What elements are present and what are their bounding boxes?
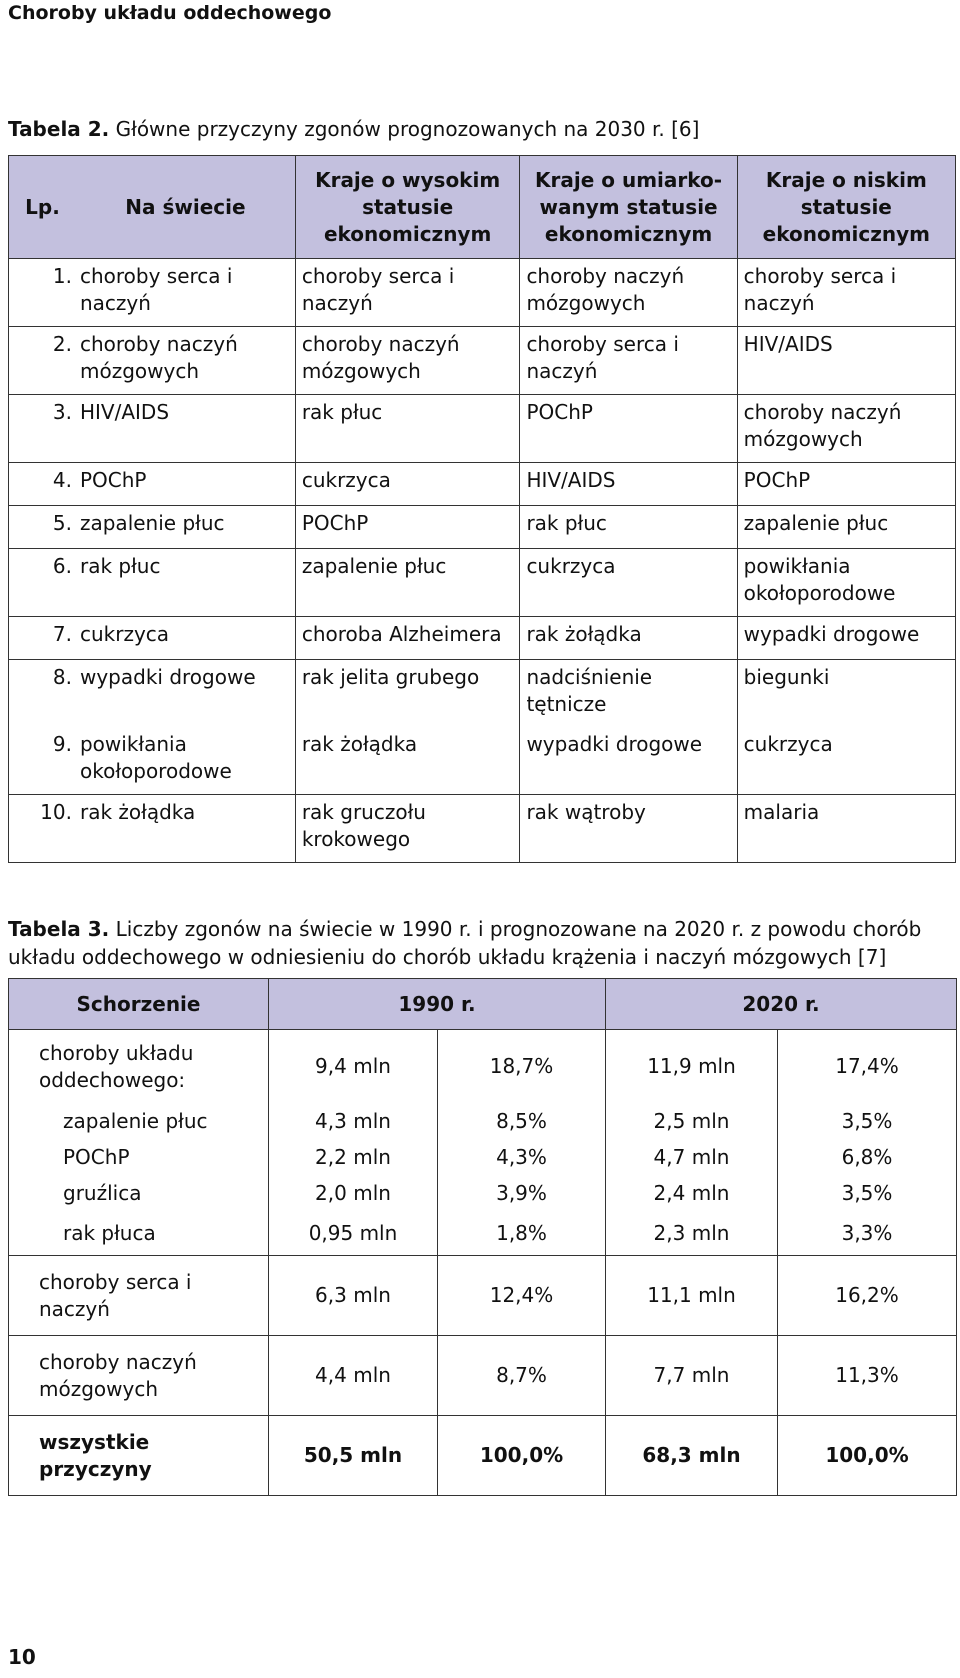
row-mid: wypadki drogowe bbox=[520, 727, 737, 795]
row-low: powikłania okołoporodowe bbox=[737, 549, 955, 617]
table3-caption bbox=[8, 915, 956, 971]
page-number: 10 bbox=[8, 1645, 36, 1669]
row-disease: choroby naczyń mózgowych bbox=[9, 1336, 269, 1416]
row-low: malaria bbox=[737, 795, 955, 863]
row-lp: 8. bbox=[9, 660, 76, 728]
table3-header-row bbox=[9, 979, 957, 1030]
header-1990: 1990 r. bbox=[269, 979, 606, 1030]
page-header: Choroby układu oddechowego bbox=[8, 2, 332, 24]
table-row bbox=[9, 327, 956, 395]
table-row bbox=[9, 1212, 957, 1256]
row-2020-count: 11,9 mln bbox=[606, 1030, 778, 1104]
row-2020-percent: 3,5% bbox=[778, 1104, 957, 1140]
row-1990-percent: 18,7% bbox=[438, 1030, 606, 1104]
row-low: zapalenie płuc bbox=[737, 506, 955, 549]
row-world: POChP bbox=[76, 463, 295, 506]
table-row bbox=[9, 1104, 957, 1140]
table3-caption-label: Tabela 3. bbox=[8, 917, 110, 941]
row-disease: gruźlica bbox=[9, 1176, 269, 1212]
row-1990-percent: 100,0% bbox=[438, 1416, 606, 1496]
row-mid: HIV/AIDS bbox=[520, 463, 737, 506]
table-row bbox=[9, 259, 956, 327]
table-row bbox=[9, 1416, 957, 1496]
row-disease: rak płuca bbox=[9, 1212, 269, 1256]
causes-of-death-table bbox=[8, 155, 956, 863]
row-high: zapalenie płuc bbox=[295, 549, 520, 617]
row-low: wypadki drogowe bbox=[737, 617, 955, 660]
row-low: cukrzyca bbox=[737, 727, 955, 795]
header-mid-income: Kraje o umiarkowanym statusie ekonomicznym bbox=[520, 156, 737, 259]
row-disease: wszystkie przyczyny bbox=[9, 1416, 269, 1496]
row-2020-count: 4,7 mln bbox=[606, 1140, 778, 1176]
row-2020-percent: 3,3% bbox=[778, 1212, 957, 1256]
row-disease: choroby układu oddechowego: bbox=[9, 1030, 269, 1104]
row-1990-count: 4,4 mln bbox=[269, 1336, 438, 1416]
row-mid: rak płuc bbox=[520, 506, 737, 549]
row-2020-count: 68,3 mln bbox=[606, 1416, 778, 1496]
row-high: choroby serca i naczyń bbox=[295, 259, 520, 327]
table-row bbox=[9, 395, 956, 463]
row-lp: 5. bbox=[9, 506, 76, 549]
row-1990-percent: 4,3% bbox=[438, 1140, 606, 1176]
table-row bbox=[9, 795, 956, 863]
row-lp: 10. bbox=[9, 795, 76, 863]
row-disease: POChP bbox=[9, 1140, 269, 1176]
row-2020-percent: 100,0% bbox=[778, 1416, 957, 1496]
row-high: choroba Alzheimera bbox=[295, 617, 520, 660]
row-world: zapalenie płuc bbox=[76, 506, 295, 549]
row-low: HIV/AIDS bbox=[737, 327, 955, 395]
row-2020-count: 11,1 mln bbox=[606, 1256, 778, 1336]
row-world: wypadki drogowe bbox=[76, 660, 295, 728]
row-1990-count: 6,3 mln bbox=[269, 1256, 438, 1336]
table2-caption-label: Tabela 2. bbox=[8, 117, 110, 141]
row-disease: choroby serca i naczyń bbox=[9, 1256, 269, 1336]
row-world: cukrzyca bbox=[76, 617, 295, 660]
row-world: rak płuc bbox=[76, 549, 295, 617]
row-low: POChP bbox=[737, 463, 955, 506]
row-2020-percent: 3,5% bbox=[778, 1176, 957, 1212]
respiratory-deaths-table bbox=[8, 978, 957, 1496]
row-world: choroby serca i naczyń bbox=[76, 259, 295, 327]
row-high: cukrzyca bbox=[295, 463, 520, 506]
row-mid: choroby naczyń mózgowych bbox=[520, 259, 737, 327]
table-row bbox=[9, 506, 956, 549]
table2-header-row bbox=[9, 156, 956, 259]
header-2020: 2020 r. bbox=[606, 979, 957, 1030]
row-high: choroby naczyń mózgowych bbox=[295, 327, 520, 395]
row-disease: zapalenie płuc bbox=[9, 1104, 269, 1140]
table-row bbox=[9, 660, 956, 728]
table-row bbox=[9, 1176, 957, 1212]
row-1990-percent: 8,5% bbox=[438, 1104, 606, 1140]
row-mid: nadciśnienie tętnicze bbox=[520, 660, 737, 728]
table-row bbox=[9, 1256, 957, 1336]
header-disease: Schorzenie bbox=[9, 979, 269, 1030]
row-mid: rak wątroby bbox=[520, 795, 737, 863]
row-2020-percent: 16,2% bbox=[778, 1256, 957, 1336]
table2-caption bbox=[8, 115, 956, 143]
header-world: Na świecie bbox=[76, 156, 295, 259]
row-2020-count: 2,3 mln bbox=[606, 1212, 778, 1256]
table-row bbox=[9, 1336, 957, 1416]
table-row bbox=[9, 549, 956, 617]
row-lp: 9. bbox=[9, 727, 76, 795]
row-lp: 3. bbox=[9, 395, 76, 463]
row-lp: 4. bbox=[9, 463, 76, 506]
row-1990-count: 0,95 mln bbox=[269, 1212, 438, 1256]
row-1990-percent: 8,7% bbox=[438, 1336, 606, 1416]
row-high: rak płuc bbox=[295, 395, 520, 463]
row-low: choroby naczyń mózgowych bbox=[737, 395, 955, 463]
row-high: rak gruczołu krokowego bbox=[295, 795, 520, 863]
header-high-income: Kraje o wysokim statusie ekonomicznym bbox=[295, 156, 520, 259]
table-row bbox=[9, 463, 956, 506]
header-low-income: Kraje o niskim statusie ekonomicznym bbox=[737, 156, 955, 259]
row-2020-count: 2,5 mln bbox=[606, 1104, 778, 1140]
row-world: choroby naczyń mózgowych bbox=[76, 327, 295, 395]
row-low: choroby serca i naczyń bbox=[737, 259, 955, 327]
row-1990-percent: 3,9% bbox=[438, 1176, 606, 1212]
row-mid: rak żołądka bbox=[520, 617, 737, 660]
row-high: rak żołądka bbox=[295, 727, 520, 795]
row-world: HIV/AIDS bbox=[76, 395, 295, 463]
row-lp: 1. bbox=[9, 259, 76, 327]
row-high: POChP bbox=[295, 506, 520, 549]
row-2020-count: 7,7 mln bbox=[606, 1336, 778, 1416]
row-2020-count: 2,4 mln bbox=[606, 1176, 778, 1212]
row-world: rak żołądka bbox=[76, 795, 295, 863]
row-mid: cukrzyca bbox=[520, 549, 737, 617]
row-2020-percent: 17,4% bbox=[778, 1030, 957, 1104]
header-lp: Lp. bbox=[9, 156, 76, 259]
row-1990-percent: 12,4% bbox=[438, 1256, 606, 1336]
table3-caption-text: Liczby zgonów na świecie w 1990 r. i prognozowane na 2020 r. z powodu chorób układu oddechowego w odniesieniu do chorób układu krążenia i naczyń mózgowych [7] bbox=[8, 917, 922, 969]
row-1990-count: 9,4 mln bbox=[269, 1030, 438, 1104]
table-row bbox=[9, 1030, 957, 1104]
row-lp: 6. bbox=[9, 549, 76, 617]
table2-caption-text: Główne przyczyny zgonów prognozowanych na 2030 r. [6] bbox=[115, 117, 700, 141]
table-row bbox=[9, 617, 956, 660]
row-1990-count: 50,5 mln bbox=[269, 1416, 438, 1496]
row-lp: 2. bbox=[9, 327, 76, 395]
row-2020-percent: 6,8% bbox=[778, 1140, 957, 1176]
row-mid: POChP bbox=[520, 395, 737, 463]
table-row bbox=[9, 1140, 957, 1176]
row-mid: choroby serca i naczyń bbox=[520, 327, 737, 395]
row-world: powikłania okołoporodowe bbox=[76, 727, 295, 795]
table-row bbox=[9, 727, 956, 795]
row-low: biegunki bbox=[737, 660, 955, 728]
row-1990-count: 2,0 mln bbox=[269, 1176, 438, 1212]
row-high: rak jelita grubego bbox=[295, 660, 520, 728]
row-lp: 7. bbox=[9, 617, 76, 660]
row-1990-percent: 1,8% bbox=[438, 1212, 606, 1256]
row-1990-count: 4,3 mln bbox=[269, 1104, 438, 1140]
row-1990-count: 2,2 mln bbox=[269, 1140, 438, 1176]
row-2020-percent: 11,3% bbox=[778, 1336, 957, 1416]
